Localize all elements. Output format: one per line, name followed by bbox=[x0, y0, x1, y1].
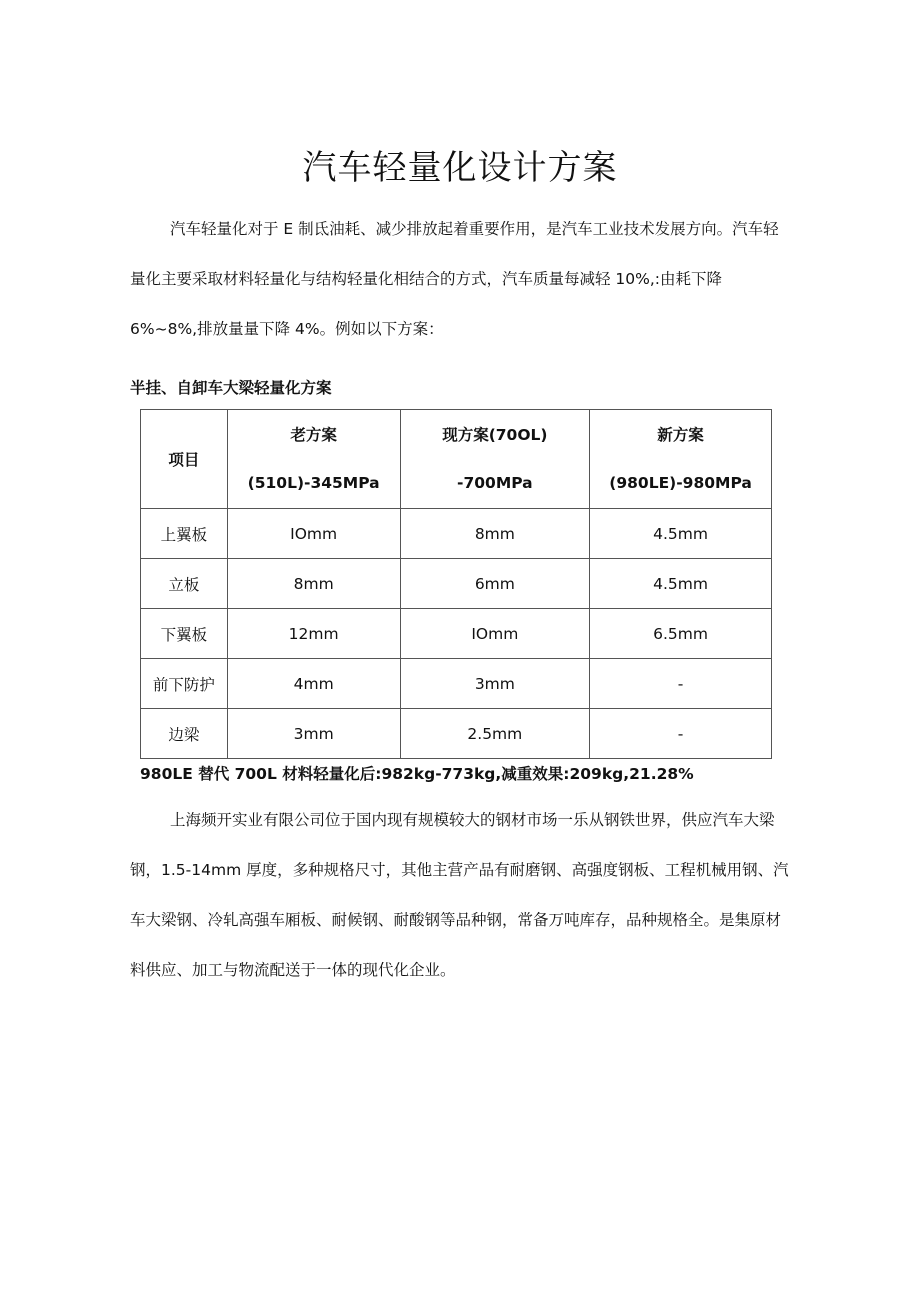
header-new-plan bbox=[590, 410, 772, 509]
row-label: 边梁 bbox=[141, 709, 228, 759]
table-row bbox=[141, 709, 772, 759]
company-line: 料供应、加工与物流配送于一体的现代化企业。 bbox=[130, 961, 456, 979]
row-label: 前下防护 bbox=[141, 659, 228, 709]
row-label: 下翼板 bbox=[141, 609, 228, 659]
header-item bbox=[141, 410, 228, 509]
company-paragraph bbox=[130, 795, 790, 995]
header-current-plan bbox=[400, 410, 590, 509]
table-cell: IOmm bbox=[400, 609, 590, 659]
table-cell: 4mm bbox=[227, 659, 400, 709]
intro-line: 汽车轻量化对于 E 制氐油耗、减少排放起着重要作用，是汽车工业技术发展方向。汽车轻 bbox=[170, 220, 779, 238]
table-cell: - bbox=[590, 709, 772, 759]
weight-reduction-result: 980LE 替代 700L 材料轻量化后:982kg-773kg,减重效果:209kg,21.28% bbox=[140, 765, 694, 783]
row-label: 上翼板 bbox=[141, 509, 228, 559]
table-cell: 3mm bbox=[227, 709, 400, 759]
page-title: 汽车轻量化设计方案 bbox=[302, 148, 618, 188]
lightweight-spec-table bbox=[140, 409, 772, 759]
company-line: 上海频开实业有限公司位于国内现有规模较大的钢材市场一乐从钢铁世界，供应汽车大梁 bbox=[170, 811, 775, 829]
table-cell: IOmm bbox=[227, 509, 400, 559]
table-row bbox=[141, 509, 772, 559]
table-cell: 8mm bbox=[227, 559, 400, 609]
table-cell: 4.5mm bbox=[590, 509, 772, 559]
intro-line: 量化主要采取材料轻量化与结构轻量化相结合的方式，汽车质量每减轻 10%,:由耗下降 bbox=[130, 270, 723, 288]
table-header-row bbox=[141, 410, 772, 509]
header-label: 新方案 bbox=[657, 426, 704, 444]
header-spec: -700MPa bbox=[457, 474, 533, 492]
table-cell: 12mm bbox=[227, 609, 400, 659]
intro-paragraph bbox=[130, 204, 790, 354]
header-spec: (980LE)-980MPa bbox=[609, 474, 752, 492]
header-label: 现方案(70OL) bbox=[442, 426, 548, 444]
header-label: 项目 bbox=[168, 451, 200, 469]
table-cell: 8mm bbox=[400, 509, 590, 559]
company-line: 钢，1.5-14mm 厚度，多种规格尺寸，其他主营产品有耐磨钢、高强度钢板、工程机械用钢、汽 bbox=[130, 861, 789, 879]
row-label: 立板 bbox=[141, 559, 228, 609]
table-cell: 4.5mm bbox=[590, 559, 772, 609]
table-cell: 3mm bbox=[400, 659, 590, 709]
intro-line: 6%~8%,排放量量下降 4%。例如以下方案： bbox=[130, 320, 444, 338]
table-cell: - bbox=[590, 659, 772, 709]
table-cell: 6mm bbox=[400, 559, 590, 609]
table-cell: 2.5mm bbox=[400, 709, 590, 759]
company-line: 车大梁钢、冷轧高强车厢板、耐候钢、耐酸钢等品种钢，常备万吨库存，品种规格全。是集原材 bbox=[130, 911, 782, 929]
header-label: 老方案 bbox=[290, 426, 337, 444]
table-row bbox=[141, 609, 772, 659]
table-row bbox=[141, 559, 772, 609]
header-old-plan bbox=[227, 410, 400, 509]
table-cell: 6.5mm bbox=[590, 609, 772, 659]
table-row bbox=[141, 659, 772, 709]
table-title: 半挂、自卸车大梁轻量化方案 bbox=[130, 379, 332, 397]
header-spec: (510L)-345MPa bbox=[247, 474, 380, 492]
